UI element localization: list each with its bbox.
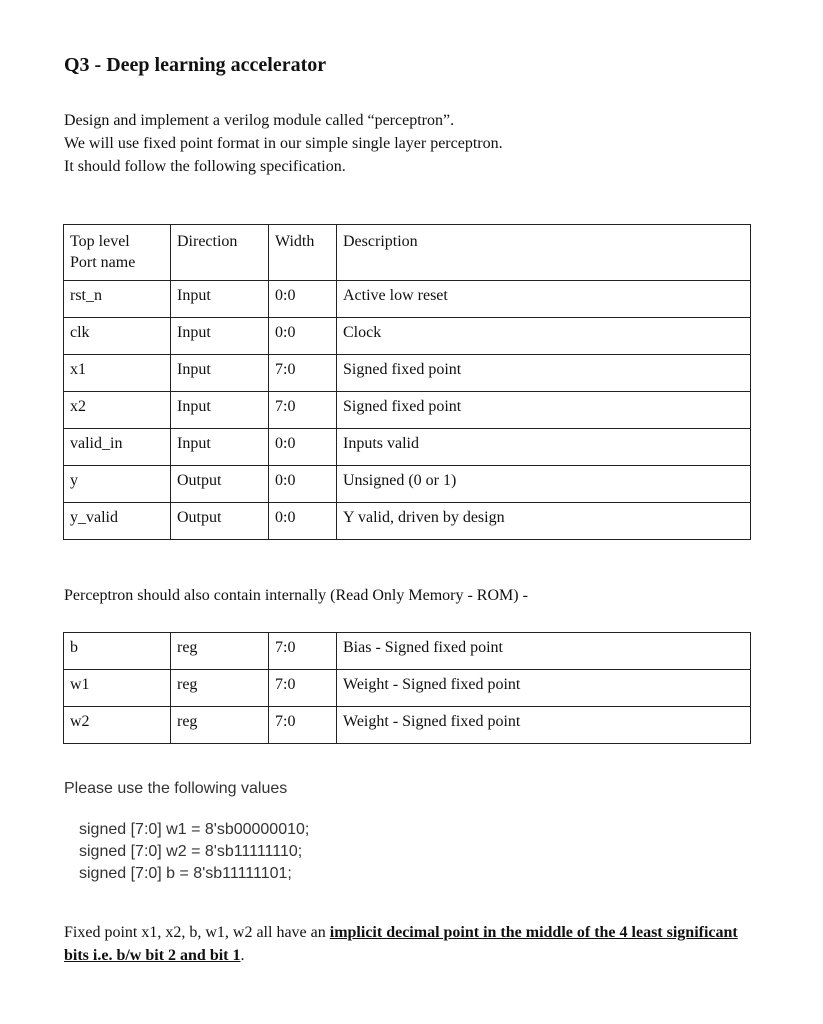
table-row [64,503,751,540]
values-label: Please use the following values [64,780,288,797]
intro-line: Design and implement a verilog module called “perceptron”. [64,112,455,129]
fixed-point-note [64,921,764,967]
cell-width: 7:0 [269,707,337,744]
cell-description: Signed fixed point [337,355,751,392]
table-row [64,392,751,429]
cell-width: 7:0 [269,392,337,429]
cell-name: x2 [64,392,171,429]
cell-width: 7:0 [269,633,337,670]
value-line: signed [7:0] w2 = 8'sb11111110; [79,843,303,860]
table-row [64,355,751,392]
cell-width: 0:0 [269,318,337,355]
header-width: Width [269,225,337,281]
value-line: signed [7:0] b = 8'sb11111101; [79,865,292,882]
cell-name: clk [64,318,171,355]
cell-direction: Input [171,318,269,355]
note-suffix: . [240,947,245,964]
cell-direction: Input [171,392,269,429]
cell-description: Clock [337,318,751,355]
cell-direction: Output [171,503,269,540]
table-row [64,318,751,355]
table-row [64,633,751,670]
ports-table [63,224,751,540]
cell-description: Active low reset [337,281,751,318]
intro-text [64,109,503,178]
cell-description: Y valid, driven by design [337,503,751,540]
page-title: Q3 - Deep learning accelerator [64,54,327,76]
header-line: Port name [70,254,136,271]
cell-description: Signed fixed point [337,392,751,429]
cell-width: 0:0 [269,429,337,466]
cell-width: 7:0 [269,670,337,707]
table-header-row [64,225,751,281]
cell-width: 0:0 [269,281,337,318]
rom-label: Perceptron should also contain internally (Read Only Memory - ROM) - [64,587,528,604]
rom-table [63,632,751,744]
cell-description: Bias - Signed fixed point [337,633,751,670]
cell-direction: Output [171,466,269,503]
header-direction: Direction [171,225,269,281]
cell-direction: Input [171,429,269,466]
note-prefix: Fixed point x1, x2, b, w1, w2 all have an [64,924,330,941]
table-row [64,466,751,503]
cell-name: w1 [64,670,171,707]
values-list [79,819,309,885]
cell-description: Inputs valid [337,429,751,466]
header-description: Description [337,225,751,281]
cell-description: Unsigned (0 or 1) [337,466,751,503]
cell-name: b [64,633,171,670]
table-row [64,429,751,466]
cell-direction: Input [171,281,269,318]
cell-description: Weight - Signed fixed point [337,707,751,744]
cell-name: valid_in [64,429,171,466]
cell-name: x1 [64,355,171,392]
cell-direction: reg [171,633,269,670]
cell-name: y [64,466,171,503]
note-emphasis: implicit decimal point in the middle of the 4 least significant bits i.e. b/w bit 2 and bit 1 [64,924,738,964]
cell-name: y_valid [64,503,171,540]
intro-line: We will use fixed point format in our simple single layer perceptron. [64,135,503,152]
cell-name: rst_n [64,281,171,318]
cell-width: 7:0 [269,355,337,392]
value-line: signed [7:0] w1 = 8'sb00000010; [79,821,310,838]
cell-direction: reg [171,670,269,707]
cell-description: Weight - Signed fixed point [337,670,751,707]
cell-name: w2 [64,707,171,744]
cell-width: 0:0 [269,503,337,540]
table-row [64,707,751,744]
cell-direction: reg [171,707,269,744]
table-row [64,670,751,707]
intro-line: It should follow the following specification. [64,158,346,175]
table-row [64,281,751,318]
cell-direction: Input [171,355,269,392]
cell-width: 0:0 [269,466,337,503]
header-line: Top level [70,233,130,250]
header-port-name [64,225,171,281]
